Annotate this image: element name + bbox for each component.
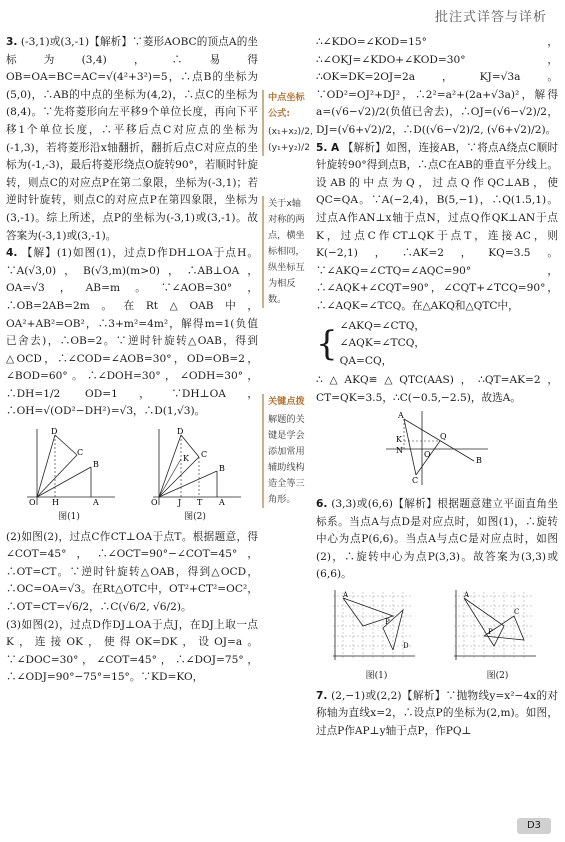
svg-text:K: K (396, 435, 402, 445)
question-4-part2: (2)如图(2)，过点C作CT⊥OA于点T。根据题意，得∠COT=45°，∴∠OCT=90°−∠COT=45°，∴OT=CT。∵逆时针旋转△OAB，得到△OCD，∴OC=OA=√3。在Rt△OTC中，OT²+CT²=OC²，∴OT=CT=√6/2，∴C(√6/2, √6/2)。 (6, 530, 258, 614)
grid-figure-2 (448, 588, 548, 686)
question-5-figure (316, 409, 558, 494)
answer-choice: A (330, 141, 340, 154)
margin-notes (262, 90, 313, 516)
svg-text:A: A (219, 498, 225, 508)
figure-caption: 图(2) (486, 671, 509, 682)
svg-text:B: B (93, 460, 99, 470)
note-key-point (262, 394, 310, 508)
svg-text:C: C (77, 448, 84, 458)
svg-text:A: A (93, 498, 99, 508)
svg-text:B: B (219, 464, 225, 474)
question-5-text: 【解析】如图，连接AB，∵将点A绕点C顺时针旋转90°得到点B，∴点C在AB的垂直平分线上。设AB的中点为Q，过点Q作QC⊥AB，使QC=QA。∵A(−2,4)，B(5,−1)，∴Q(1.5,1)。过点A作AN⊥x轴于点N，过点Q作QK⊥AN于点K，过点C作CT⊥QK于点T，连接AC，则K(−2,1)，∴AK=2，KQ=3.5。∵∠AKQ=∠CTQ=∠AQC=90°，∴∠AQK+∠CQT=90°，∠CQT+∠TCQ=90°，∴∠AQK=∠TCQ。在△AKQ和△QTC中， (316, 141, 558, 312)
question-number: 6. (316, 498, 328, 511)
question-4-continued: ∴∠KDO=∠KOD=15°，∴∠OKJ=∠KDO+∠KOD=30°，∴OK=DK=2OJ=2a，KJ=√3a。∵OD²=OJ²+DJ²，∴2²=a²+(2a+√3a)²，解得a=(√6−√2)/2(负值已舍去)，∴OJ=(√6−√2)/2，DJ=(√6+√2)/2，∴D((√6−√2)/2, (√6+√2)/2)。 (316, 36, 558, 136)
grid-figure-1-diagram (327, 588, 419, 666)
figure-row (6, 425, 258, 527)
question-7 (316, 688, 558, 741)
svg-text:Q: Q (440, 432, 447, 442)
note-title: 中点坐标公式: (268, 92, 305, 119)
question-5-conclusion: ∴△AKQ≌△QTC(AAS)，∴QT=AK=2，CT=QK=3.5，∴C(−0.5,−2.5)，故选A。 (316, 374, 558, 404)
svg-text:N: N (396, 446, 403, 456)
brace-line: QA=CQ， (339, 354, 393, 367)
question-number: 5. (316, 141, 328, 154)
svg-text:H: H (52, 498, 59, 508)
question-7-text: (2,−1)或(2,2)【解析】∵抛物线y=x²−4x的对称轴为直线x=2，∴设点P的坐标为(2,m)。如图，过点P作AP⊥y轴于点P，作PQ⊥ (316, 689, 558, 737)
svg-text:C: C (412, 476, 419, 486)
note-text: 关于x轴对称的两点，横坐标相同，纵坐标互为相反数。 (268, 198, 305, 305)
svg-text:J: J (178, 498, 182, 508)
brace-symbol: { (316, 323, 338, 364)
brace-line: ∠AKQ=∠CTQ， (339, 319, 425, 332)
svg-text:A: A (398, 411, 404, 421)
svg-text:P: P (384, 618, 390, 627)
right-column (316, 34, 558, 740)
question-number: 7. (316, 689, 328, 702)
svg-text:B: B (476, 456, 482, 466)
note-title: 关键点拨 (268, 396, 305, 407)
grid-figure-2-diagram (448, 588, 540, 666)
figure-caption: 图(1) (365, 671, 388, 682)
figure-caption: 图(2) (184, 512, 206, 523)
svg-text:D: D (402, 642, 409, 651)
note-x-axis-symmetry (262, 196, 310, 308)
svg-text:C: C (513, 608, 519, 617)
svg-text:P: P (487, 628, 493, 637)
question-5-diagram (382, 409, 492, 487)
question-4 (6, 245, 258, 421)
note-formula: (x₁+x₂)/2, (y₁+y₂)/2 (268, 126, 313, 153)
question-6-text: (3,3)或(6,6)【解析】根据题意建立平面直角坐标系。当点A与点D是对应点时，如图(1)，∴旋转中心为点P(6,6)。当点A与点C是对应点时，如图(2)，∴旋转中心为点P(3,3)。故答案为(3,3)或(6,6)。 (316, 498, 558, 581)
grid-figure-1 (327, 588, 427, 686)
figure-2 (145, 425, 245, 527)
question-6 (316, 496, 558, 584)
svg-text:K: K (183, 454, 189, 464)
figure-caption: 图(1) (58, 512, 80, 523)
brace-lines (340, 318, 425, 371)
svg-text:A: A (463, 591, 469, 600)
svg-text:O: O (424, 450, 431, 460)
svg-text:C: C (201, 450, 208, 460)
note-midpoint-formula (262, 90, 313, 156)
page-header: 批注式详答与详析 (434, 10, 547, 25)
question-number: 4. (6, 247, 18, 260)
question-5 (316, 140, 558, 316)
congruence-conditions (316, 318, 558, 371)
svg-text:O: O (151, 498, 158, 508)
question-number: 3. (6, 36, 18, 48)
svg-text:T: T (197, 498, 203, 508)
figure-2-diagram (145, 425, 245, 507)
question-3 (6, 34, 258, 245)
svg-text:A: A (342, 591, 348, 600)
figure-1-diagram (19, 425, 119, 507)
svg-text:D: D (51, 427, 58, 437)
figure-1 (19, 425, 119, 527)
grid-figure-row (316, 588, 558, 686)
page-number: D3 (517, 818, 551, 834)
left-column (6, 34, 258, 687)
svg-text:D: D (177, 427, 184, 437)
svg-text:O: O (29, 498, 36, 508)
question-4-part3: (3)如图(2)，过点D作DJ⊥OA于点J，在DJ上取一点K，连接OK，使得OK=DK，设OJ=a。∵∠DOC=30°，∠COT=45°，∴∠DOJ=75°，∴∠ODJ=90°−75°=15°。∵KD=KO， (6, 618, 258, 684)
brace-line: ∠AQK=∠TCQ， (339, 337, 425, 350)
question-3-text: (-3,1)或(3,-1)【解析】∵菱形AOBC的顶点A的坐标为(3,4)，∴易得OB=OA=BC=AC=√(4²+3²)=5，∴点B的坐标为(5,0)，∴AB的中点的坐标为(4,2)，∴点C的坐标为(8,4)。∵先将菱形向左平移9个单位长度，再向下平移1个单位长度，∴平移后点C对应点的坐标为(-1,3)，若将菱形沿x轴翻折，翻折后点C对应点的坐标为(-1,-3)，最后将菱形绕点O旋转90°，若顺时针旋转，则点C的对应点P在第二象限，坐标为(-3,1)；若逆时针旋转，则点C的对应点P在第四象限，坐标为(3,-1)。综上所述，点P的坐标为(-3,1)或(3,-1)。故答案为(-3,1)或(3,-1)。 (6, 36, 258, 242)
question-4-part1: 【解】(1)如图(1)，过点D作DH⊥OA于点H。∵A(√3,0)，B(√3,m)(m>0)，∴AB⊥OA，OA=√3，AB=m。∵∠AOB=30°，∴OB=2AB=2m。在Rt△OAB中，OA²+AB²=OB²，∴3+m²=4m²，解得m=1(负值已舍去)，∴OB=2。∵逆时针旋转△OAB，得到△OCD，∴∠COD=∠AOB=30°，OD=OB=2，∠BOD=60°。∴∠DOH=30°，∠ODH=30°，∴DH=1/2 OD=1，∵DH⊥OA，∴OH=√(OD²−DH²)=√3，∴D(1,√3)。 (6, 247, 258, 418)
note-text: 解题的关键是学会添加常用辅助线构造全等三角形。 (268, 414, 305, 505)
